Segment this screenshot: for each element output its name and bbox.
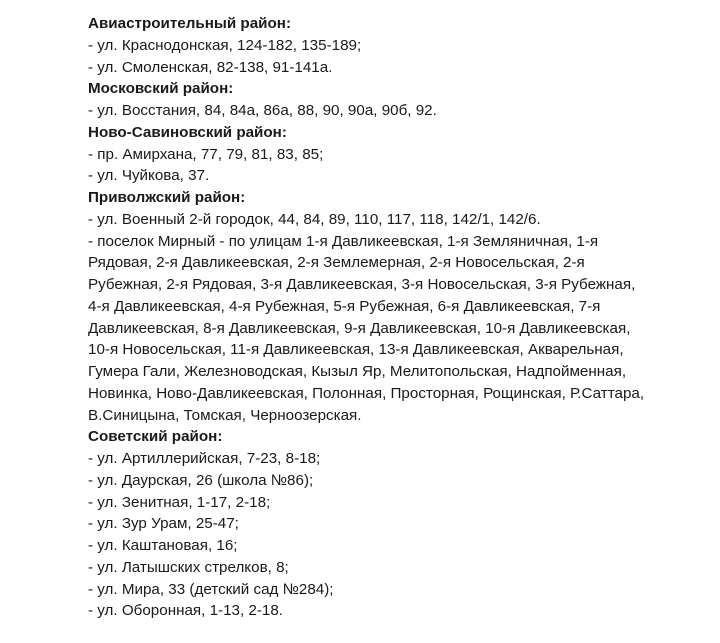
address-line: В.Синицына, Томская, Черноозерская. [88,406,362,424]
address-line: - ул. Каштановая, 16; [88,537,238,554]
address-line: Гумера Гали, Железноводская, Кызыл Яр, Мелитопольская, Надпойменная, [88,363,627,380]
address-line: - ул. Восстания, 84, 84а, 86а, 88, 90, 90а, 90б, 92. [88,102,437,119]
address-line: Рядовая, 2-я Давликеевская, 2-я Землемерная, 2-я Новосельская, 2-я [88,254,585,272]
address-line: - пр. Амирхана, 77, 79, 81, 83, 85; [88,145,324,163]
address-line: - ул. Военный 2-й городок, 44, 84, 89, 110, 117, 118, 142/1, 142/6. [88,210,541,228]
address-line: - ул. Артиллерийская, 7-23, 8-18; [88,450,321,467]
section-heading-privolzhsky: Приволжский район: [88,189,246,206]
address-line: - ул. Мира, 33 (детский сад №284); [88,580,334,598]
address-line: - ул. Латышских стрелков, 8; [88,558,289,576]
section-heading-aviastroitelny: Авиастроительный район: [88,15,291,32]
address-line: - ул. Краснодонская, 124-182, 135-189; [88,36,362,54]
address-line: 10-я Новосельская, 11-я Давликеевская, 13-я Давликеевская, Акварельная, [88,341,624,359]
address-line: Рубежная, 2-я Рядовая, 3-я Давликеевская, 3-я Новосельская, 3-я Рубежная, [88,276,636,293]
address-line: Давликеевская, 8-я Давликеевская, 9-я Давликеевская, 10-я Давликеевская, [88,319,631,337]
section-heading-sovetsky: Советский район: [88,428,223,446]
document-body [88,13,698,622]
section-heading-novo-savinovsky: Ново-Савиновский район: [88,123,287,141]
address-line: - ул. Даурская, 26 (школа №86); [88,471,314,489]
address-line: - ул. Оборонная, 1-13, 2-18. [88,602,284,620]
address-line: Новинка, Ново-Давликеевская, Полонная, Просторная, Рощинская, Р.Саттара, [88,384,645,402]
address-line: 4-я Давликеевская, 4-я Рубежная, 5-я Рубежная, 6-я Давликеевская, 7-я [88,297,601,315]
address-line: - ул. Зенитная, 1-17, 2-18; [88,493,271,511]
address-line: - ул. Зур Урам, 25-47; [88,515,239,533]
address-line: - поселок Мирный - по улицам 1-я Давликеевская, 1-я Земляничная, 1-я [88,232,599,250]
address-line: - ул. Чуйкова, 37. [88,167,210,185]
section-heading-moskovsky: Московский район: [88,80,234,98]
address-line: - ул. Смоленская, 82-138, 91-141а. [88,58,333,76]
